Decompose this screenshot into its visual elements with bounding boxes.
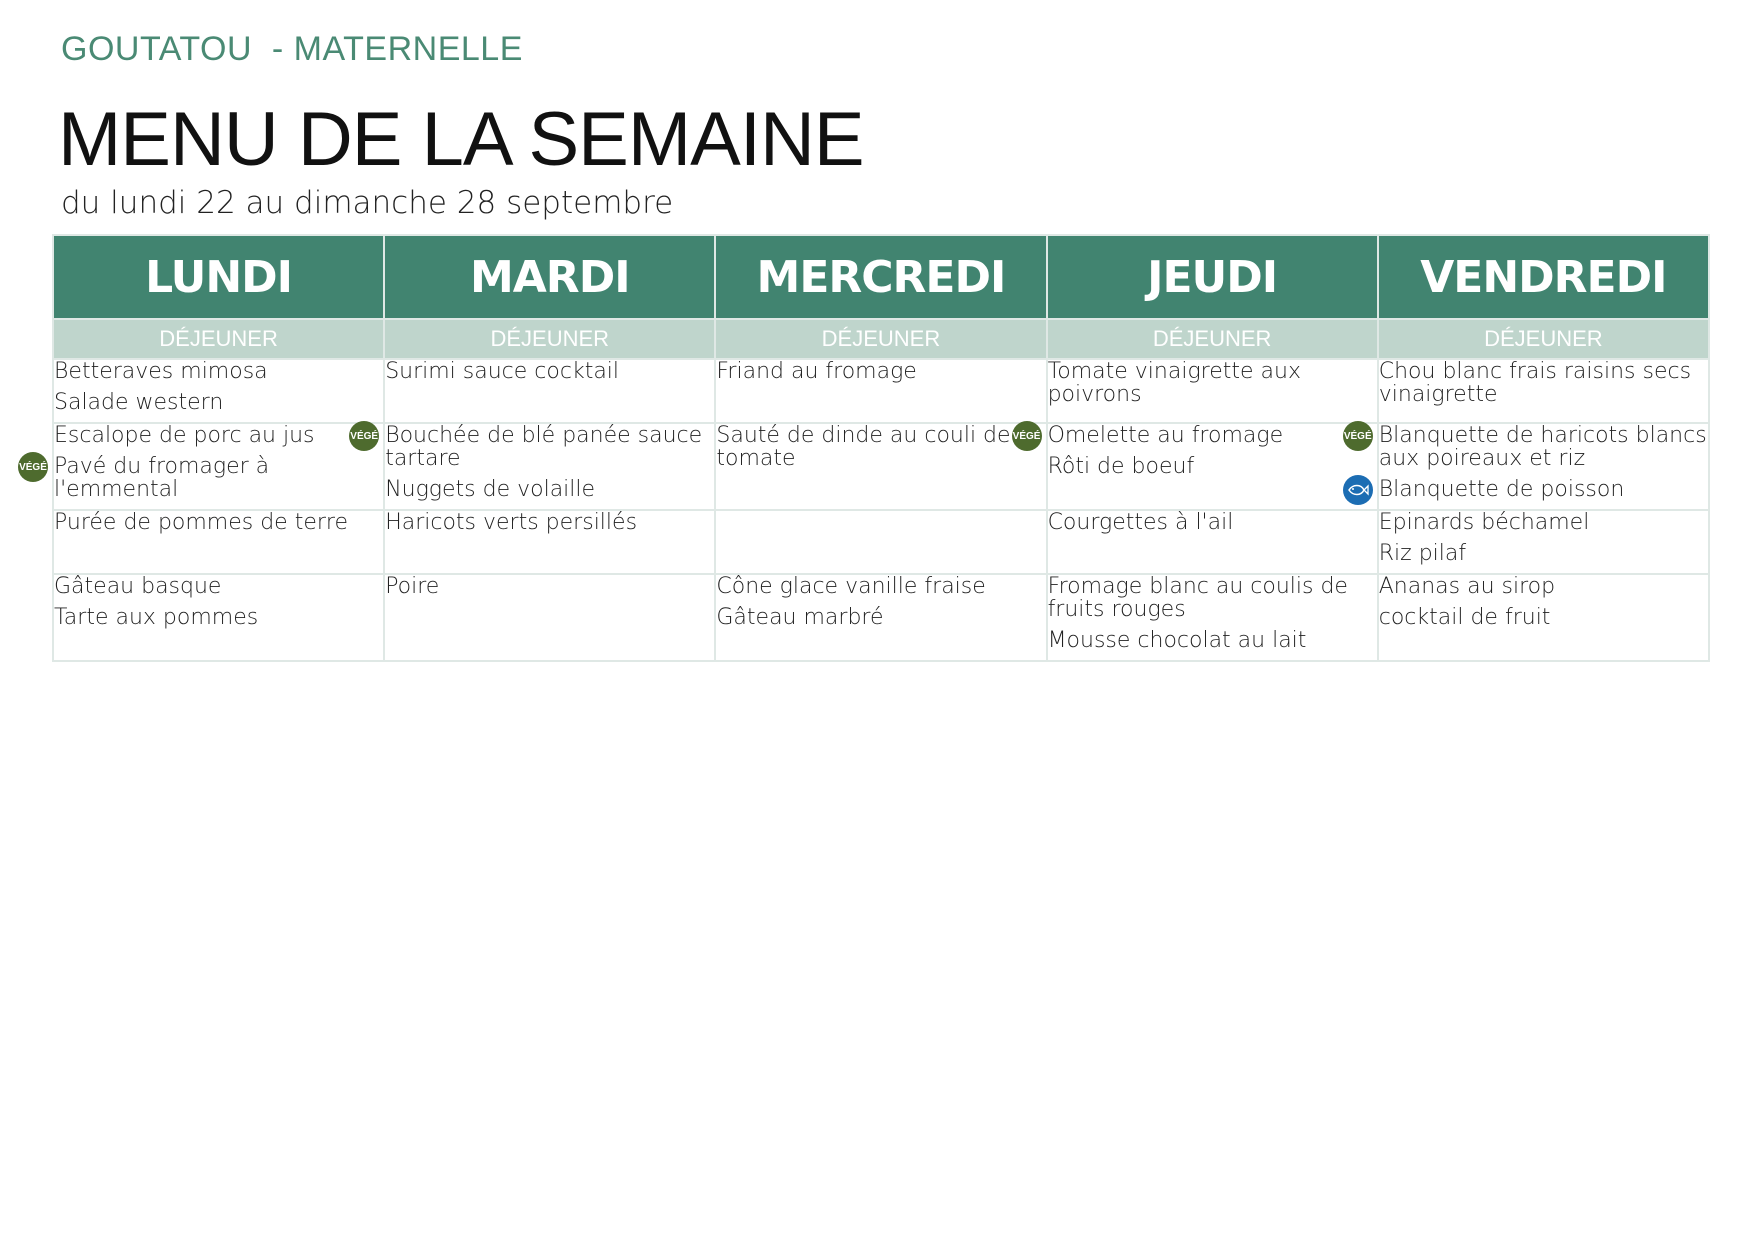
dish [54, 391, 383, 414]
menu-cell [1047, 510, 1378, 574]
dish [1379, 511, 1708, 534]
dish [1379, 606, 1708, 629]
dish [385, 478, 714, 501]
dish-name: Purée de pommes de terre [54, 510, 349, 535]
menu-cell [53, 574, 384, 661]
dish [1048, 455, 1377, 478]
menu-cell [53, 510, 384, 574]
dish-name: Nuggets de volaille [385, 477, 596, 502]
dish [1048, 575, 1377, 621]
dish-name: Rôti de boeuf [1047, 454, 1195, 479]
vegetarian-icon: VÉGÉ [1012, 421, 1042, 451]
menu-cell [715, 359, 1046, 423]
dish [1048, 511, 1377, 534]
dish [1379, 360, 1708, 406]
meal-label: DÉJEUNER [715, 319, 1046, 359]
dish-name: Epinards béchamel [1378, 510, 1590, 535]
menu-cell [715, 574, 1046, 661]
dish-name: Tomate vinaigrette aux poivrons [1047, 359, 1301, 407]
dish-name: Pavé du fromager à l'emmental [54, 454, 270, 502]
dish-name: Courgettes à l'ail [1047, 510, 1234, 535]
dish [716, 606, 1045, 629]
menu-cell [350, 423, 715, 510]
menu-cell [1047, 359, 1378, 423]
site-name: GOUTATOU - MATERNELLE [61, 30, 523, 68]
dish [716, 424, 1045, 470]
dish-name: Chou blanc frais raisins secs vinaigrette [1378, 359, 1692, 407]
page-title: MENU DE LA SEMAINE [58, 97, 864, 182]
dish-name: Blanquette de haricots blancs aux poireaux et riz [1378, 423, 1707, 471]
dish-name: Betteraves mimosa [54, 359, 268, 384]
menu-cell [19, 423, 384, 510]
dish-name: Friand au fromage [716, 359, 917, 384]
dish [19, 454, 383, 502]
dish [54, 511, 383, 534]
meal-label: DÉJEUNER [1378, 319, 1709, 359]
day-header-mardi: MARDI [384, 235, 715, 319]
dish-name: Ananas au sirop [1378, 574, 1556, 599]
vegetarian-icon: VÉGÉ [1343, 421, 1373, 451]
meal-label: DÉJEUNER [1047, 319, 1378, 359]
starter-row [53, 359, 1709, 423]
dish-name: Gâteau basque [54, 574, 222, 599]
dish [716, 575, 1045, 598]
menu-cell [384, 510, 715, 574]
menu-cell [1343, 423, 1709, 510]
dish-name: Riz pilaf [1378, 541, 1467, 566]
menu-cell [53, 359, 384, 423]
dish [1379, 575, 1708, 598]
dish [54, 606, 383, 629]
side-row [53, 510, 1709, 574]
dish [54, 360, 383, 383]
menu-cell [1012, 423, 1378, 510]
dish-name: Poire [385, 574, 440, 599]
dish [1048, 629, 1377, 652]
menu-cell [384, 574, 715, 661]
menu-table [19, 234, 1710, 662]
dish-name: Blanquette de poisson [1378, 477, 1625, 502]
day-header-mercredi: MERCREDI [715, 235, 1046, 319]
menu-cell [1378, 510, 1709, 574]
dish [385, 575, 714, 598]
main-row [53, 423, 1709, 510]
dish-name: Salade western [54, 390, 224, 415]
day-header-row [53, 235, 1709, 319]
dish-name: Gâteau marbré [716, 605, 884, 630]
dish [54, 575, 383, 598]
dish-name: Surimi sauce cocktail [385, 359, 620, 384]
dish [1379, 542, 1708, 565]
menu-cell [715, 510, 1046, 574]
dish [385, 511, 714, 534]
week-range: du lundi 22 au dimanche 28 septembre [61, 185, 674, 221]
meal-label: DÉJEUNER [53, 319, 384, 359]
day-header-jeudi: JEUDI [1047, 235, 1378, 319]
dish-name: Bouchée de blé panée sauce tartare [385, 423, 703, 471]
dish-name: Tarte aux pommes [54, 605, 259, 630]
dish [1048, 360, 1377, 406]
dish-name: cocktail de fruit [1378, 605, 1551, 630]
vegetarian-icon: VÉGÉ [18, 452, 48, 482]
day-header-vendredi: VENDREDI [1378, 235, 1709, 319]
dish [54, 424, 383, 447]
dish-name: Omelette au fromage [1047, 423, 1284, 448]
dish [1379, 478, 1708, 501]
dish-name: Mousse chocolat au lait [1047, 628, 1307, 653]
dish-name: Haricots verts persillés [385, 510, 638, 535]
fish-icon [1343, 475, 1373, 505]
dish [716, 360, 1045, 383]
meal-header-row [53, 319, 1709, 359]
vegetarian-icon: VÉGÉ [349, 421, 379, 451]
dish [1343, 423, 1708, 471]
day-header-lundi: LUNDI [53, 235, 384, 319]
dish-name: Cône glace vanille fraise [716, 574, 986, 599]
menu-cell [1047, 574, 1378, 661]
dish [385, 360, 714, 383]
menu-cell [384, 359, 715, 423]
dish-name: Fromage blanc au coulis de fruits rouges [1047, 574, 1348, 622]
meal-label: DÉJEUNER [384, 319, 715, 359]
dish-name: Escalope de porc au jus [54, 423, 315, 448]
menu-cell [1378, 574, 1709, 661]
dish [350, 423, 714, 471]
dish-name: Sauté de dinde au couli de tomate [716, 423, 1011, 471]
dish [1012, 423, 1377, 448]
dessert-row [53, 574, 1709, 661]
menu-cell [715, 423, 1046, 510]
menu-cell [1378, 359, 1709, 423]
